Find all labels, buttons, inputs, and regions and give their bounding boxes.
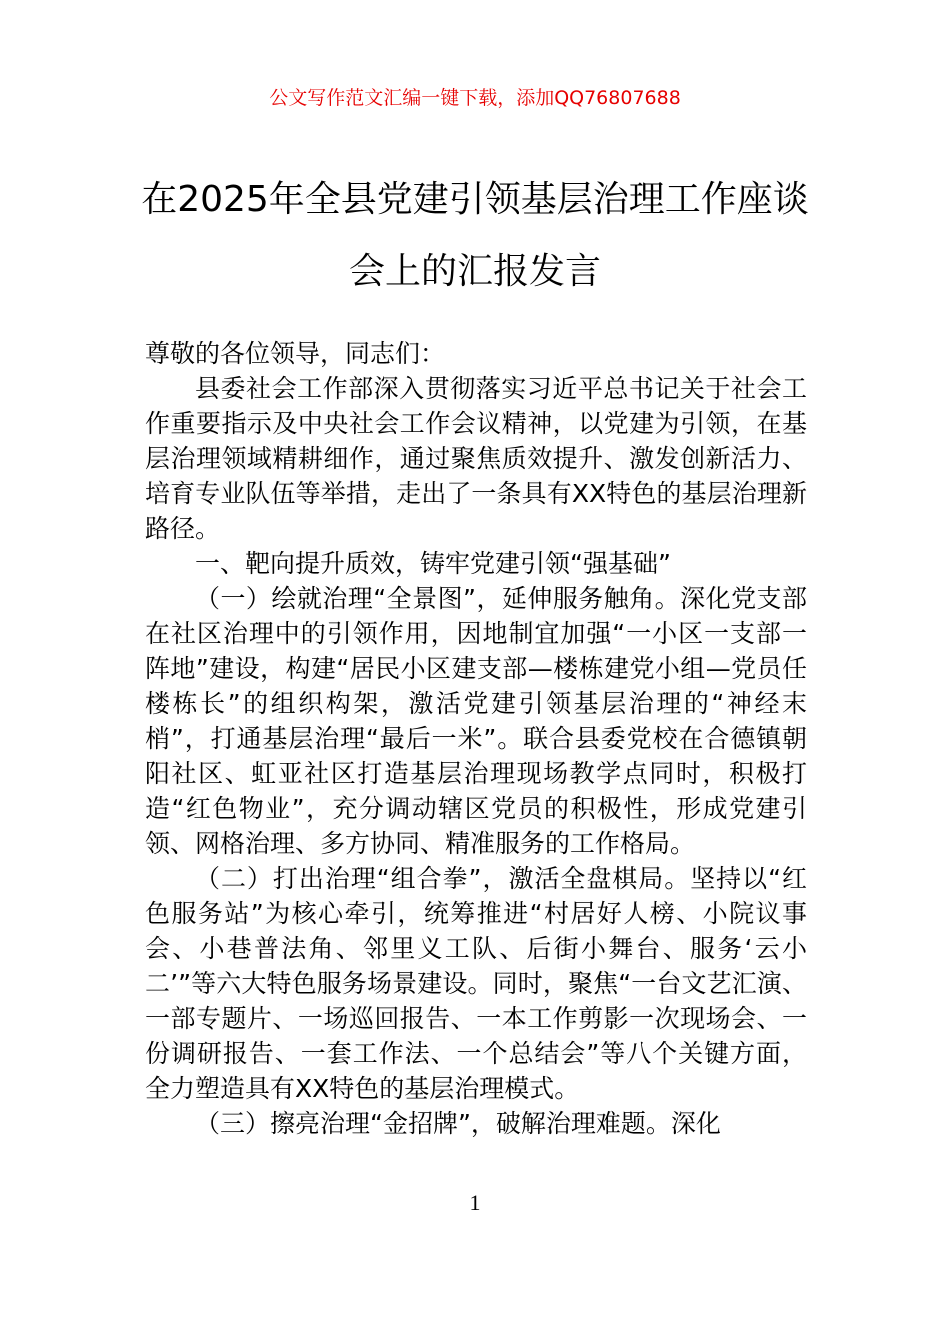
page-number: 1 bbox=[469, 1190, 481, 1215]
salutation: 尊敬的各位领导，同志们： bbox=[145, 339, 446, 368]
section-heading: 一、靶向提升质效，铸牢党建引领“强基础” bbox=[195, 549, 671, 578]
download-banner[interactable]: 公文写作范文汇编一键下载，添加QQ76807688 bbox=[269, 87, 681, 109]
paragraph: （二）打出治理“组合拳”，激活全盘棋局。坚持以“红色服务站”为核心牵引，统筹推进“村居好人榜、小院议事会、小巷普法角、邻里义工队、后街小舞台、服务‘云小二’”等六大特色服务场景建设。同时，聚焦“一台文艺汇演、一部专题片、一场巡回报告、一本工作剪影一次现场会、一份调研报告、一套工作法、一个总结会”等八个关键方面，全力塑造具有XX特色的基层治理模式。 bbox=[145, 864, 807, 1103]
document-title: 在2025年全县党建引领基层治理工作座谈会上的汇报发言 bbox=[141, 179, 809, 292]
paragraph: （一）绘就治理“全景图”，延伸服务触角。深化党支部在社区治理中的引领作用，因地制宜加强“一小区一支部一阵地”建设，构建“居民小区建支部—楼栋建党小组—党员任楼栋长”的组织构架，激活党建引领基层治理的“神经末梢”，打通基层治理“最后一米”。联合县委党校在合德镇朝阳社区、虹亚社区打造基层治理现场教学点同时，积极打造“红色物业”，充分调动辖区党员的积极性，形成党建引领、网格治理、多方协同、精准服务的工作格局。 bbox=[145, 584, 807, 858]
document-body bbox=[145, 336, 807, 1141]
paragraph: （三）擦亮治理“金招牌”，破解治理难题。深化 bbox=[195, 1109, 721, 1138]
paragraph: 县委社会工作部深入贯彻落实习近平总书记关于社会工作重要指示及中央社会工作会议精神，以党建为引领，在基层治理领域精耕细作，通过聚焦质效提升、激发创新活力、培育专业队伍等举措，走出了一条具有XX特色的基层治理新路径。 bbox=[145, 374, 807, 543]
